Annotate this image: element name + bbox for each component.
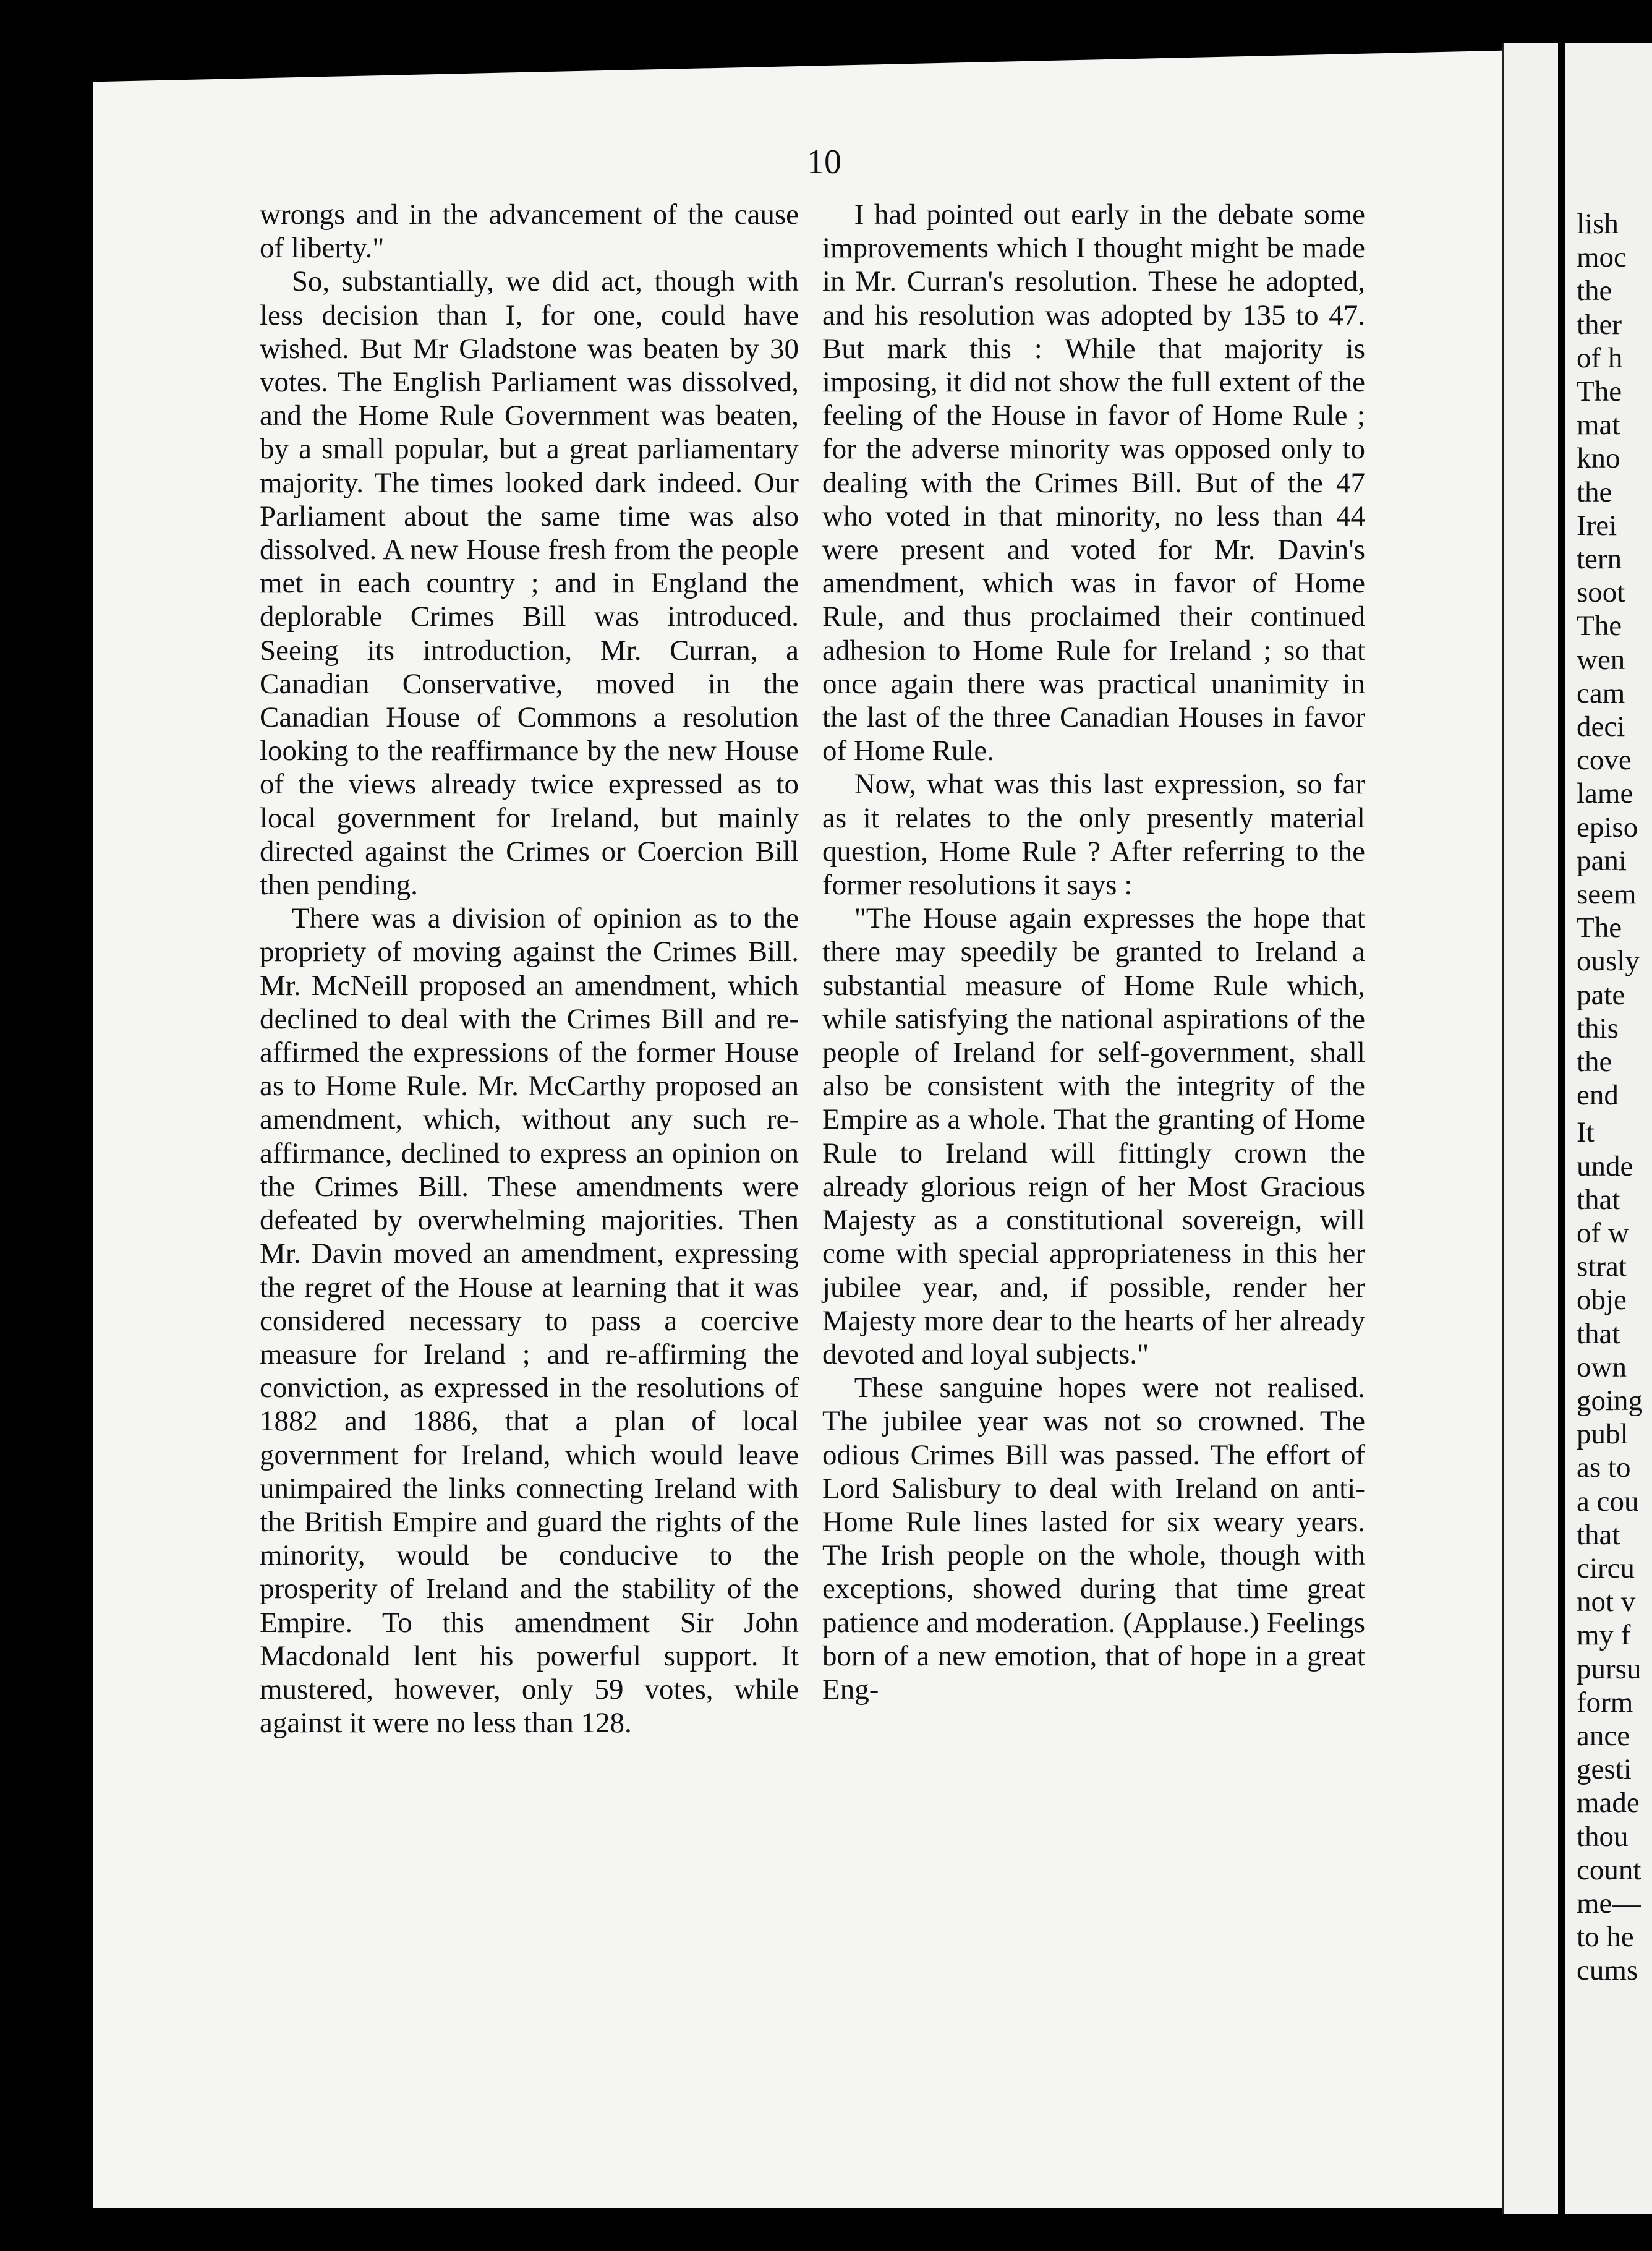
facing-page-fragment: the (1577, 476, 1612, 508)
facing-page-fragment: as to (1577, 1451, 1631, 1484)
facing-page-fragment: obje (1577, 1284, 1627, 1317)
facing-page-fragment: deci (1577, 711, 1625, 743)
facing-page-fragment: ance (1577, 1720, 1630, 1752)
paragraph: So, substantially, we did act, though with less decision than I, for one, could have wished. But Mr Gladstone was beaten by 30 votes. The English Parliament was dissolved, and the Home Rule Government was beaten, by a small popular, but a great parliamentary majority. The times looked dark indeed. Our Parliament about the same time was also dissolved. A new House fresh from the people met in each country ; and in England the deplorable Crimes Bill was introduced. Seeing its introduction, Mr. Curran, a Canadian Conservative, moved in the Canadian House of Commons a resolution looking to the reaffirmance by the new House of the views already twice expressed as to local government for Ireland, but mainly directed against the Crimes or Coercion Bill then pending. (260, 265, 799, 902)
facing-page-fragment: a cou (1577, 1485, 1639, 1518)
facing-page-fragment: seem (1577, 878, 1637, 910)
facing-page-fragment: made (1577, 1787, 1640, 1819)
facing-page-fragment: going (1577, 1385, 1643, 1417)
facing-page-fragment: The (1577, 912, 1622, 944)
middle-text-column (822, 198, 1365, 1706)
facing-page-fragment: form (1577, 1686, 1633, 1719)
facing-page-fragment: mat (1577, 409, 1620, 442)
facing-page-fragment: It (1577, 1116, 1595, 1149)
paragraph: Now, what was this last expression, so far as it relates to the only presently material question, Home Rule ? After referring to the former resolutions it says : (822, 768, 1365, 902)
facing-page-fragment: strat (1577, 1250, 1627, 1283)
facing-page-fragment: publ (1577, 1418, 1629, 1451)
facing-page-fragment: of w (1577, 1217, 1629, 1249)
facing-page-fragment: unde (1577, 1150, 1633, 1182)
facing-page-fragment: episo (1577, 811, 1638, 844)
facing-page-fragment: lish (1577, 208, 1619, 240)
facing-page-fragment: tern (1577, 543, 1622, 575)
facing-page-fragment: not v (1577, 1586, 1636, 1618)
page-gutter (1558, 0, 1565, 2251)
facing-page-fragment: moc (1577, 241, 1627, 274)
facing-page-fragment: pate (1577, 978, 1625, 1011)
facing-page-fragment: to he (1577, 1921, 1634, 1954)
facing-page-fragment: of h (1577, 341, 1623, 374)
paragraph: These sanguine hopes were not realised. The jubilee year was not so crowned. The odious Crimes Bill was passed. The effort of Lord Salisbury to deal with Ireland on anti-Home Rule lines lasted for six weary years. The Irish people on the whole, though with exceptions, showed during that time great patience and moderation. (Applause.) Feelings born of a new emotion, that of hope in a great Eng- (822, 1372, 1365, 1706)
facing-page-fragment: circu (1577, 1552, 1635, 1584)
left-text-column (260, 198, 799, 1740)
facing-page-fragment: The (1577, 375, 1622, 408)
facing-page-fragment: soot (1577, 576, 1625, 609)
page-number: 10 (807, 143, 841, 181)
facing-page-fragment: end (1577, 1079, 1619, 1112)
paragraph: wrongs and in the advancement of the cause of liberty." (260, 199, 799, 265)
facing-page-fragment: cums (1577, 1954, 1638, 1987)
facing-page-fragment: the (1577, 1046, 1612, 1078)
facing-page-fragment: own (1577, 1351, 1627, 1383)
facing-page-fragment: cove (1577, 744, 1632, 777)
facing-page-fragment: The (1577, 610, 1622, 643)
facing-page-fragment: ously (1577, 945, 1640, 978)
facing-page-fragment: me— (1577, 1887, 1641, 1920)
facing-page-fragment: kno (1577, 442, 1620, 475)
facing-page-fragment: thou (1577, 1820, 1629, 1853)
facing-page-fragment: lame (1577, 777, 1633, 810)
facing-page-fragment: my f (1577, 1619, 1631, 1652)
paragraph: There was a division of opinion as to the propriety of moving against the Crimes Bill. Mr. McNeill proposed an amendment, which declined to deal with the Crimes Bill and re-affirmed the expressions of the former House as to Home Rule. Mr. McCarthy proposed an amendment, which, without any such re-affirmance, declined to express an opinion on the Crimes Bill. These amendments were defeated by overwhelming majorities. Then Mr. Davin moved an amendment, expressing the regret of the House at learning that it was considered necessary to pass a coercive measure for Ireland ; and re-affirming the conviction, as expressed in the resolutions of 1882 and 1886, that a plan of local government for Ireland, which would leave unimpaired the links connecting Ireland with the British Empire and guard the rights of the minority, would be conducive to the prosperity of Ireland and the stability of the Empire. To this amendment Sir John Macdonald lent his powerful support. It mustered, however, only 59 votes, while against it were no less than 128. (260, 902, 799, 1740)
facing-page-fragment: cam (1577, 677, 1625, 709)
facing-page-fragment: that (1577, 1518, 1620, 1551)
facing-page-fragment: gesti (1577, 1753, 1632, 1786)
facing-page-fragment: that (1577, 1317, 1620, 1350)
facing-page-fragment: Irei (1577, 509, 1617, 542)
facing-page-fragment: the (1577, 275, 1612, 307)
paragraph: I had pointed out early in the debate some improvements which I thought might be made in Mr. Curran's resolution. These he adopted, and his resolution was adopted by 135 to 47. But mark this : While that majority is imposing, it did not show the full extent of the feeling of the House in favor of Home Rule ; for the adverse minority was opposed only to dealing with the Crimes Bill. But of the 47 who voted in that minority, no less than 44 were present and voted for Mr. Davin's amendment, which was in favor of Home Rule, and thus proclaimed their continued adhesion to Home Rule for Ireland ; so that once again there was practical unanimity in the last of the three Canadian Houses in favor of Home Rule. (822, 199, 1365, 767)
quotation-paragraph: "The House again expresses the hope that there may speedily be granted to Ireland a substantial measure of Home Rule which, while satisfying the national aspirations of the people of Ireland for self-government, shall also be consistent with the integrity of the Empire as a whole. That the granting of Home Rule to Ireland will fittingly crown the already glorious reign of her Most Gracious Majesty as a constitutional sovereign, will come with special appropriateness in this her jubilee year, and, if possible, render her Majesty more dear to the hearts of her already devoted and loyal subjects." (822, 902, 1365, 1370)
facing-page-fragment: pursu (1577, 1652, 1641, 1685)
facing-page-fragment: that (1577, 1183, 1620, 1216)
facing-page-fragment: pani (1577, 844, 1627, 877)
facing-page-fragment: count (1577, 1853, 1641, 1886)
facing-page-fragment: this (1577, 1012, 1619, 1044)
facing-page-fragment: ther (1577, 308, 1622, 341)
facing-page-fragment: wen (1577, 643, 1625, 676)
